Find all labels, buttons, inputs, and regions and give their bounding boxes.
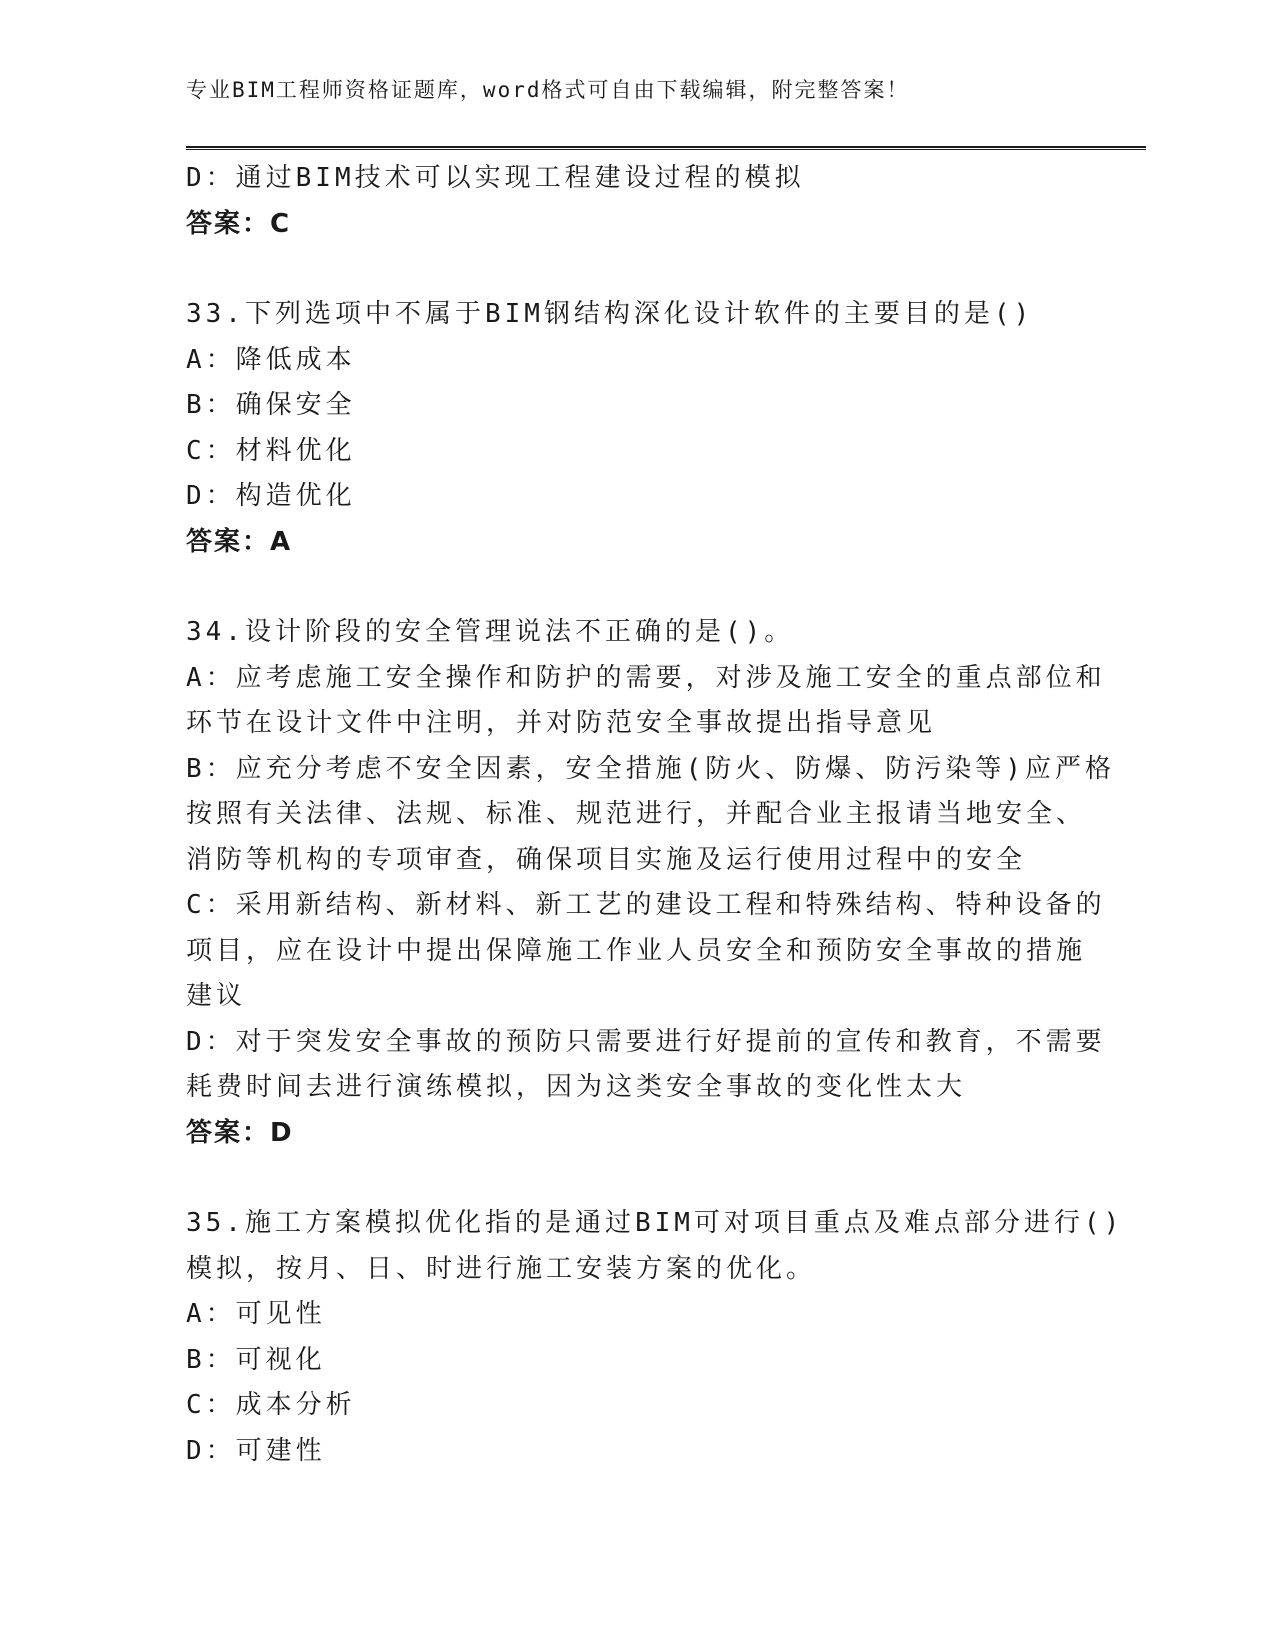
option-line: 消防等机构的专项审查，确保项目实施及运行使用过程中的安全 <box>186 844 1027 875</box>
answer-line: 答案：C <box>186 208 292 239</box>
option-line: 建议 <box>186 981 247 1011</box>
option-line: A：降低成本 <box>186 344 356 375</box>
option-line: C：采用新结构、新材料、新工艺的建设工程和特殊结构、特种设备的 <box>186 890 1106 920</box>
option-line: A：可见性 <box>186 1299 326 1329</box>
option-line: D：构造优化 <box>186 481 356 511</box>
answer-line: 答案：A <box>186 526 293 557</box>
spacer <box>186 565 1086 610</box>
document-page <box>186 0 1146 1650</box>
option-line: D：对于突发安全事故的预防只需要进行好提前的宣传和教育，不需要 <box>186 1026 1106 1057</box>
option-line: B：可视化 <box>186 1344 326 1375</box>
option-line: 项目，应在设计中提出保障施工作业人员安全和预防安全事故的措施 <box>186 935 1087 966</box>
option-line: 环节在设计文件中注明，并对防范安全事故提出指导意见 <box>186 708 937 738</box>
option-line: D：通过BIM技术可以实现工程建设过程的模拟 <box>186 163 805 193</box>
question-content <box>186 156 1124 1474</box>
question-stem: 模拟，按月、日、时进行施工安装方案的优化。 <box>186 1253 817 1284</box>
question-stem: 33.下列选项中不属于BIM钢结构深化设计软件的主要目的是() <box>186 299 1034 329</box>
option-line: C：成本分析 <box>186 1390 356 1420</box>
header-rule <box>186 146 1146 150</box>
option-line: A：应考虑施工安全操作和防护的需要，对涉及施工安全的重点部位和 <box>186 662 1106 693</box>
spacer <box>186 1156 1086 1201</box>
option-line: 按照有关法律、法规、标准、规范进行，并配合业主报请当地安全、 <box>186 799 1087 829</box>
question-stem: 35.施工方案模拟优化指的是通过BIM可对项目重点及难点部分进行() <box>186 1208 1124 1238</box>
answer-line: 答案：D <box>186 1117 294 1148</box>
option-line: B：确保安全 <box>186 390 356 420</box>
option-line: C：材料优化 <box>186 435 356 466</box>
option-line: B：应充分考虑不安全因素，安全措施(防火、防爆、防污染等)应严格 <box>186 753 1115 784</box>
option-line: D：可建性 <box>186 1435 326 1466</box>
page-header: 专业BIM工程师资格证题库，word格式可自由下载编辑，附完整答案！ <box>186 78 910 102</box>
question-stem: 34.设计阶段的安全管理说法不正确的是()。 <box>186 617 795 647</box>
option-line: 耗费时间去进行演练模拟，因为这类安全事故的变化性太大 <box>186 1072 967 1102</box>
spacer <box>186 247 1086 292</box>
